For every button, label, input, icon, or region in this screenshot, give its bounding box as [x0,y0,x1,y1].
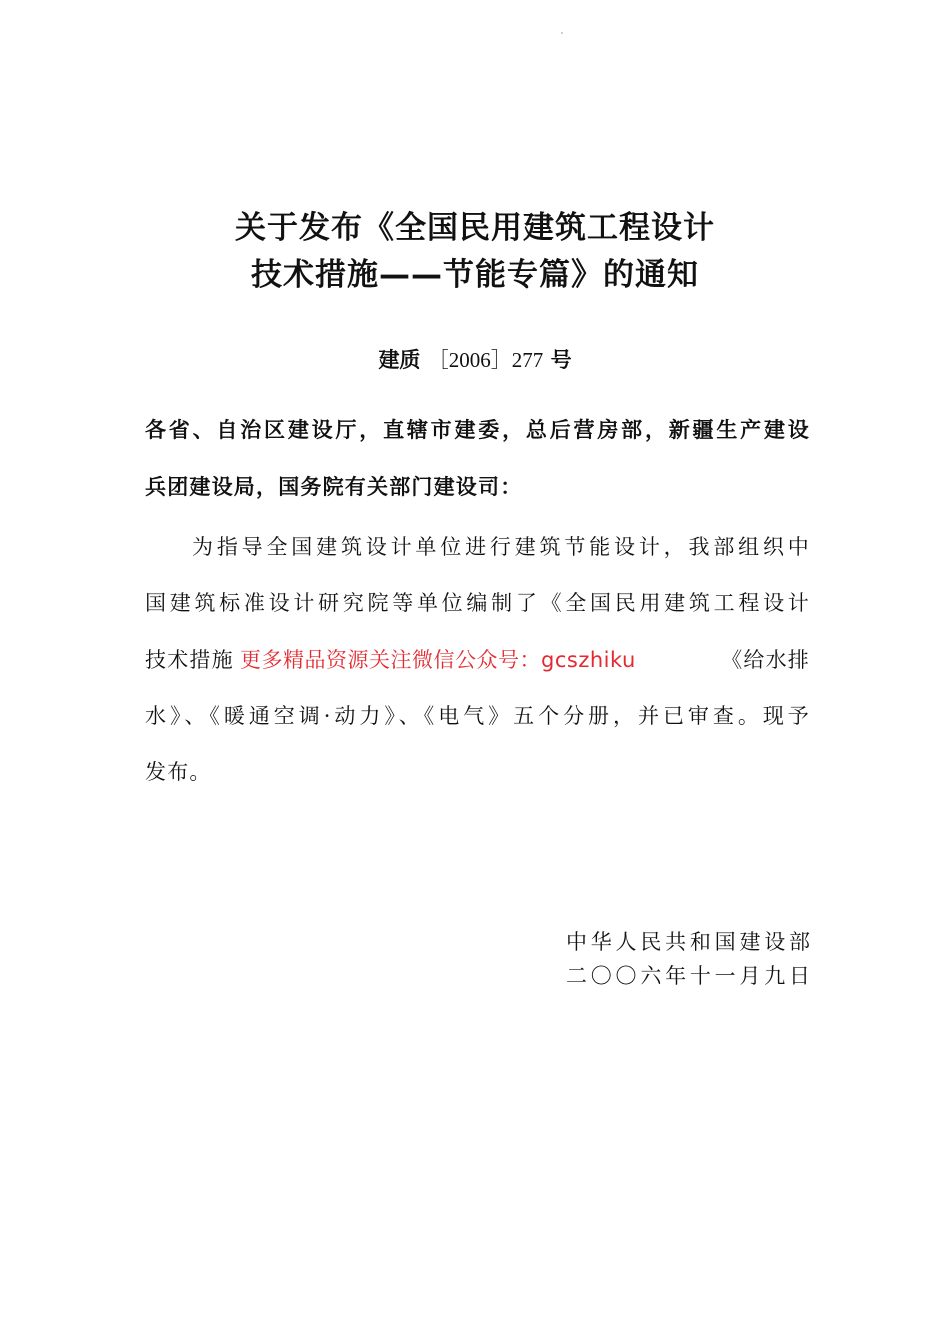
watermark-overlay: 更多精品资源关注微信公众号：gcszhiku [240,648,636,672]
scan-speck [561,32,563,34]
body-line-2: 国建筑标准设计研究院等单位编制了《全国民用建筑工程设计 [145,591,810,615]
issuer-name: 中华人民共和国建设部 [566,930,810,954]
issue-date: 二〇〇六年十一月九日 [566,964,810,988]
addressee-line-2: 兵团建设局，国务院有关部门建设司： [145,475,523,499]
document-number [0,344,950,374]
notice-title-line-1: 关于发布《全国民用建筑工程设计 [235,210,715,246]
body-line-1-text: 为指导全国建筑设计单位进行建筑节能设计，我部组织中 [192,535,810,559]
document-number-value: ［2006］277 [427,348,544,372]
body-line-3-start: 技术措施 [145,648,234,672]
document-number-prefix: 建质 [378,348,421,372]
document-number-suffix: 号 [550,348,572,372]
body-line-3-end: 《给水排 [721,648,810,672]
notice-title-line-2: 技术措施——节能专篇》的通知 [251,257,699,293]
body-line-1 [192,533,810,561]
body-line-5: 发布。 [145,760,212,784]
addressee-line-1: 各省、自治区建设厅，直辖市建委，总后营房部，新疆生产建设 [145,418,810,442]
body-line-4: 水》、《暖通空调·动力》、《电气》五个分册，并已审查。现予 [145,704,810,728]
